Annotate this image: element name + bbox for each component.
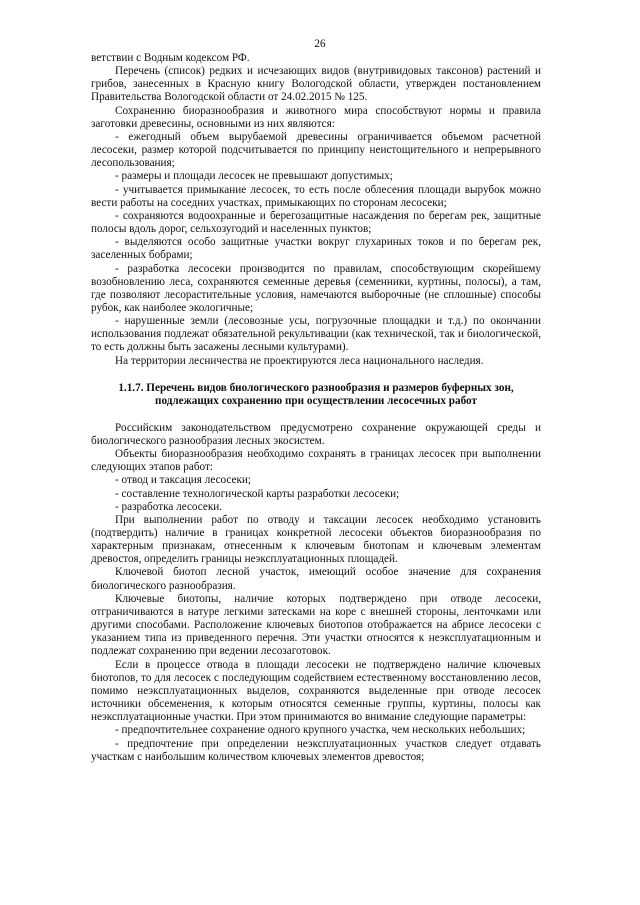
paragraph: Ключевой биотоп лесной участок, имеющий особое значение для сохранения биологического разнообразия. (91, 566, 541, 592)
list-item: - учитывается примыкание лесосек, то есть после облесения площади вырубок можно вести работы на соседних участках, примыкающих по сторонам лесосеки; (91, 183, 541, 209)
paragraph: Если в процессе отвода в площади лесосеки не подтверждено наличие ключевых биотопов, то для лесосек с последующим содействием естественному восстановлению лесов, помимо неэксплуатационных выделов, сохраняются выделенные при отводе лесосек источники обсеменения, к которым относятся семенные группы, куртины, полосы как неэксплуатационные участки. При этом принимаются во внимание следующие параметры: (91, 658, 541, 724)
paragraph: Перечень (список) редких и исчезающих видов (внутривидовых таксонов) растений и грибов, занесенных в Красную книгу Вологодской области, утвержден постановлением Правительства Вологодской области от 24.02.2015 № 125. (91, 65, 541, 104)
paragraph: Ключевые биотопы, наличие которых подтверждено при отводе лесосеки, отграничиваются в натуре легкими затесками на коре с внешней стороны, ленточками или другими способами. Расположение ключевых биотопов отображается на абрисе лесосеки с указанием типа из приведенного перечня. Эти участки относятся к неэксплуатационным и подлежат сохранению при ведении лесозаготовок. (91, 592, 541, 658)
list-item: - ежегодный объем вырубаемой древесины ограничивается объемом расчетной лесосеки, размер которой подсчитывается по принципу неистощительного и непрерывного лесопользования; (91, 130, 541, 170)
paragraph: При выполнении работ по отводу и таксации лесосек необходимо установить (подтвердить) наличие в границах конкретной лесосеки объектов биоразнообразия по характерным признакам, отнесенным к ключевым биотопам и ключевым элементам древостоя, определить границы неэксплуатационных площадей. (91, 513, 541, 566)
list-item: - разработка лесосеки производится по правилам, способствующим скорейшему возобновлению леса, сохраняются семенные деревья (семенники, куртины, полосы), а там, где позволяют лесорастительные условия, намечаются выборочные (не сплошные) способы рубок, как наиболее экологичные; (91, 262, 541, 314)
paragraph: Российским законодательством предусмотрено сохранение окружающей среды и биологического разнообразия лесных экосистем. (91, 421, 541, 447)
list-item: - отвод и таксация лесосеки; (115, 474, 252, 487)
document-body (91, 52, 541, 764)
list-item: - размеры и площади лесосек не превышают допустимых; (115, 170, 393, 183)
list-item: - нарушенные земли (лесовозные усы, погрузочные площадки и т.д.) по окончании использования подлежат обязательной рекультивации (как технической, так и биологической, то есть должны быть засажены лесными культурами). (91, 315, 541, 354)
paragraph: На территории лесничества не проектируются леса национального наследия. (115, 354, 484, 367)
list-item: - сохраняются водоохранные и берегозащитные насаждения по берегам рек, защитные полосы вдоль дорог, сельхозугодий и населенных пунктов; (91, 209, 541, 236)
page-number: 26 (314, 38, 326, 50)
paragraph: Сохранению биоразнообразия и животного мира способствуют нормы и правила заготовки древесины, основными из них являются: (91, 104, 541, 130)
paragraph: Объекты биоразнообразия необходимо сохранять в границах лесосек при выполнении следующих этапов работ: (91, 448, 541, 474)
list-item: - предпочтительнее сохранение одного крупного участка, чем нескольких небольших; (115, 724, 526, 737)
list-item: - предпочтение при определении неэксплуатационных участков следует отдавать участкам с наибольшим количеством ключевых элементов древостоя; (91, 737, 541, 763)
list-item: - составление технологической карты разработки лесосеки; (115, 487, 400, 500)
section-heading: 1.1.7. Перечень видов биологического разнообразия и размеров буферных зон, подлежащих сохранению при осуществлении лесосечных работ (118, 381, 514, 408)
list-item: - выделяются особо защитные участки вокруг глухариных токов и по берегам рек, заселенных бобрами; (91, 236, 541, 262)
list-item: - разработка лесосеки. (115, 500, 223, 513)
paragraph: ветствии с Водным кодексом РФ. (91, 52, 250, 64)
